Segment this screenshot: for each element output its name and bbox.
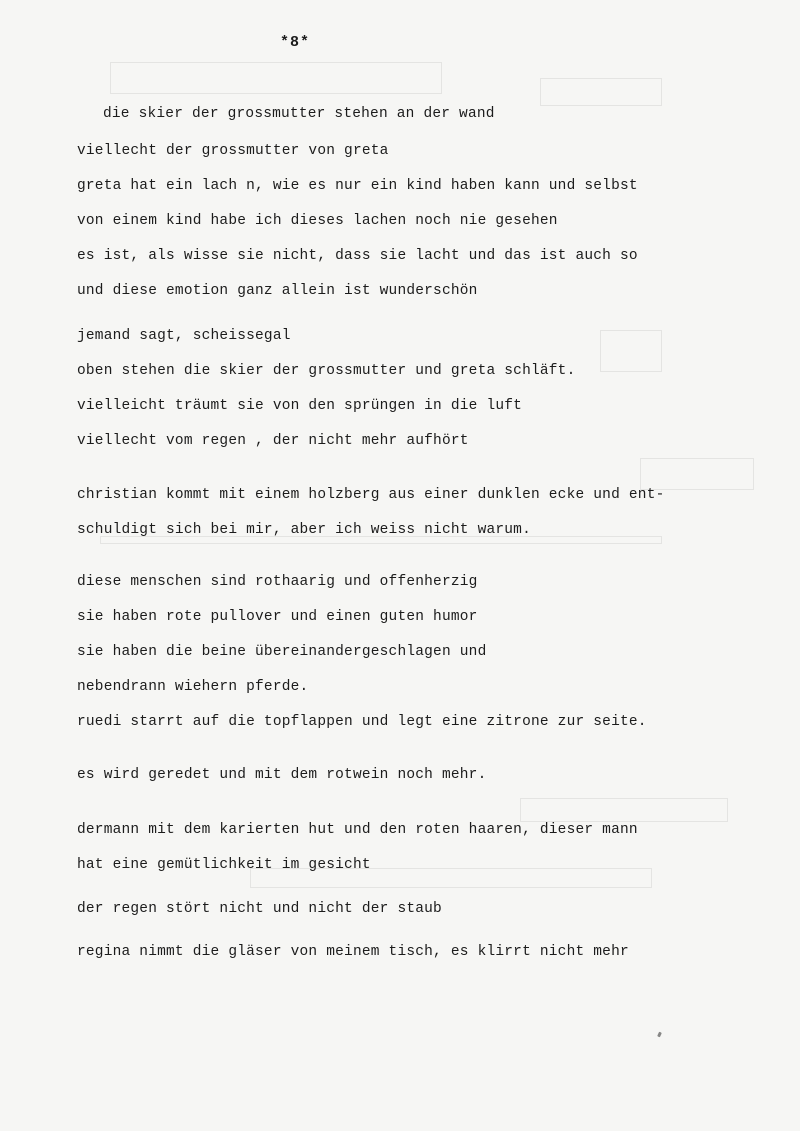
text-line: viellecht vom regen , der nicht mehr aufhört [77, 433, 469, 449]
text-line: die skier der grossmutter stehen an der wand [103, 106, 495, 122]
text-line: nebendrann wiehern pferde. [77, 679, 309, 695]
text-line: es ist, als wisse sie nicht, dass sie lacht und das ist auch so [77, 248, 638, 264]
text-line: diese menschen sind rothaarig und offenherzig [77, 574, 478, 590]
page-number: *8* [280, 34, 311, 51]
text-line: es wird geredet und mit dem rotwein noch mehr. [77, 767, 487, 783]
text-line: ruedi starrt auf die topflappen und legt eine zitrone zur seite. [77, 714, 647, 730]
text-line: jemand sagt, scheissegal [77, 328, 291, 344]
text-line: viellecht der grossmutter von greta [77, 143, 389, 159]
show-through-mark [600, 330, 662, 372]
show-through-mark [520, 798, 728, 822]
show-through-mark [640, 458, 754, 490]
text-line: greta hat ein lach n, wie es nur ein kind haben kann und selbst [77, 178, 638, 194]
text-line: sie haben rote pullover und einen guten humor [77, 609, 478, 625]
ink-speck [657, 1032, 662, 1038]
text-line: vielleicht träumt sie von den sprüngen in die luft [77, 398, 523, 414]
text-line: schuldigt sich bei mir, aber ich weiss nicht warum. [77, 522, 531, 538]
text-line: der regen stört nicht und nicht der staub [77, 901, 442, 917]
text-line: oben stehen die skier der grossmutter und greta schläft. [77, 363, 576, 379]
text-line: sie haben die beine übereinandergeschlagen und [77, 644, 487, 660]
text-line: regina nimmt die gläser von meinem tisch, es klirrt nicht mehr [77, 944, 629, 960]
text-line: hat eine gemütlichkeit im gesicht [77, 857, 371, 873]
show-through-mark [110, 62, 442, 94]
text-line: von einem kind habe ich dieses lachen noch nie gesehen [77, 213, 558, 229]
text-line: christian kommt mit einem holzberg aus einer dunklen ecke und ent- [77, 487, 665, 503]
text-line: und diese emotion ganz allein ist wunderschön [77, 283, 478, 299]
text-line: dermann mit dem karierten hut und den roten haaren, dieser mann [77, 822, 638, 838]
show-through-mark [540, 78, 662, 106]
